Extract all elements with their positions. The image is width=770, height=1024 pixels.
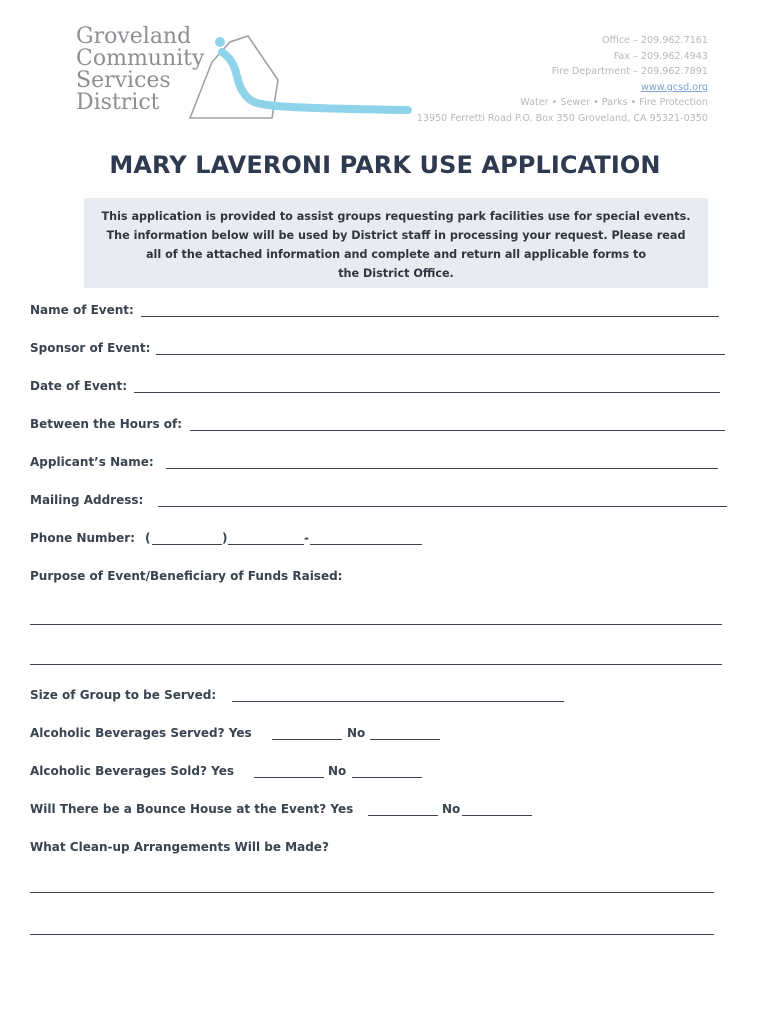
- district-logo: [72, 22, 412, 122]
- date-label: Date of Event:: [30, 379, 127, 393]
- logo-line-3: Services: [76, 68, 171, 93]
- cleanup-label: What Clean-up Arrangements Will be Made?: [30, 840, 329, 854]
- phone-label: Phone Number:: [30, 531, 135, 545]
- office-phone: Office – 209.962.7161: [601, 35, 708, 46]
- website-link[interactable]: www.gcsd.org: [641, 81, 708, 93]
- alcohol-served-no-label: No: [347, 726, 366, 740]
- bounce-house-label: Will There be a Bounce House at the Event? Yes: [30, 802, 354, 816]
- logo-line-2: Community: [76, 46, 205, 71]
- notice-line-1: This application is provided to assist groups requesting park facilities use for special events.: [101, 210, 691, 223]
- cleanup-blank-line-2[interactable]: [30, 934, 714, 935]
- group-size-label: Size of Group to be Served:: [30, 688, 217, 702]
- bounce-house-no-blank[interactable]: [462, 815, 532, 816]
- cleanup-blank-line-1[interactable]: [30, 892, 714, 893]
- date-blank[interactable]: [134, 392, 720, 393]
- logo-line-4: District: [76, 90, 160, 115]
- purpose-blank-line-1[interactable]: [30, 624, 722, 625]
- logo-line-1: Groveland: [76, 24, 192, 49]
- alcohol-served-yes-blank[interactable]: [272, 739, 342, 740]
- alcohol-sold-label: Alcoholic Beverages Sold? Yes: [30, 764, 234, 778]
- purpose-label: Purpose of Event/Beneficiary of Funds Raised:: [30, 569, 343, 583]
- notice-line-2: The information below will be used by District staff in processing your request. Please read: [106, 229, 686, 242]
- notice-line-3: all of the attached information and complete and return all applicable forms to: [145, 248, 647, 261]
- phone-prefix-blank[interactable]: [228, 544, 304, 545]
- address-blank[interactable]: [158, 506, 727, 507]
- alcohol-sold-yes-blank[interactable]: [254, 777, 324, 778]
- sponsor-blank[interactable]: [156, 354, 725, 355]
- name-of-event-blank[interactable]: [141, 316, 719, 317]
- applicant-label: Applicant’s Name:: [30, 455, 154, 469]
- address-label: Mailing Address:: [30, 493, 144, 507]
- alcohol-served-label: Alcoholic Beverages Served? Yes: [30, 726, 252, 740]
- hours-blank[interactable]: [190, 430, 725, 431]
- sponsor-label: Sponsor of Event:: [30, 341, 151, 355]
- fax-number: Fax – 209.962.4943: [613, 50, 708, 62]
- phone-line-blank[interactable]: [310, 544, 422, 545]
- bounce-house-no-label: No: [442, 802, 461, 816]
- phone-dash: -: [304, 531, 309, 545]
- purpose-blank-line-2[interactable]: [30, 664, 722, 665]
- services-list: Water • Sewer • Parks • Fire Protection: [520, 97, 708, 109]
- bounce-house-yes-blank[interactable]: [368, 815, 438, 816]
- group-size-blank[interactable]: [232, 701, 564, 702]
- phone-area-code-blank[interactable]: [152, 544, 222, 545]
- page-title: MARY LAVERONI PARK USE APPLICATION: [109, 151, 661, 179]
- alcohol-sold-no-blank[interactable]: [352, 777, 422, 778]
- applicant-blank[interactable]: [166, 468, 718, 469]
- contact-info: [417, 33, 708, 127]
- hours-label: Between the Hours of:: [30, 417, 183, 431]
- alcohol-served-no-blank[interactable]: [370, 739, 440, 740]
- notice-line-4: the District Office.: [338, 267, 454, 280]
- phone-open-paren: (: [145, 531, 151, 545]
- alcohol-sold-no-label: No: [328, 764, 347, 778]
- phone-close-paren: ): [222, 531, 228, 545]
- fire-dept-phone: Fire Department – 209.962.7891: [551, 66, 708, 78]
- mailing-address: 13950 Ferretti Road P.O. Box 350 Groveland, CA 95321-0350: [416, 112, 708, 124]
- notice-box: [84, 198, 708, 288]
- name-of-event-label: Name of Event:: [30, 303, 134, 317]
